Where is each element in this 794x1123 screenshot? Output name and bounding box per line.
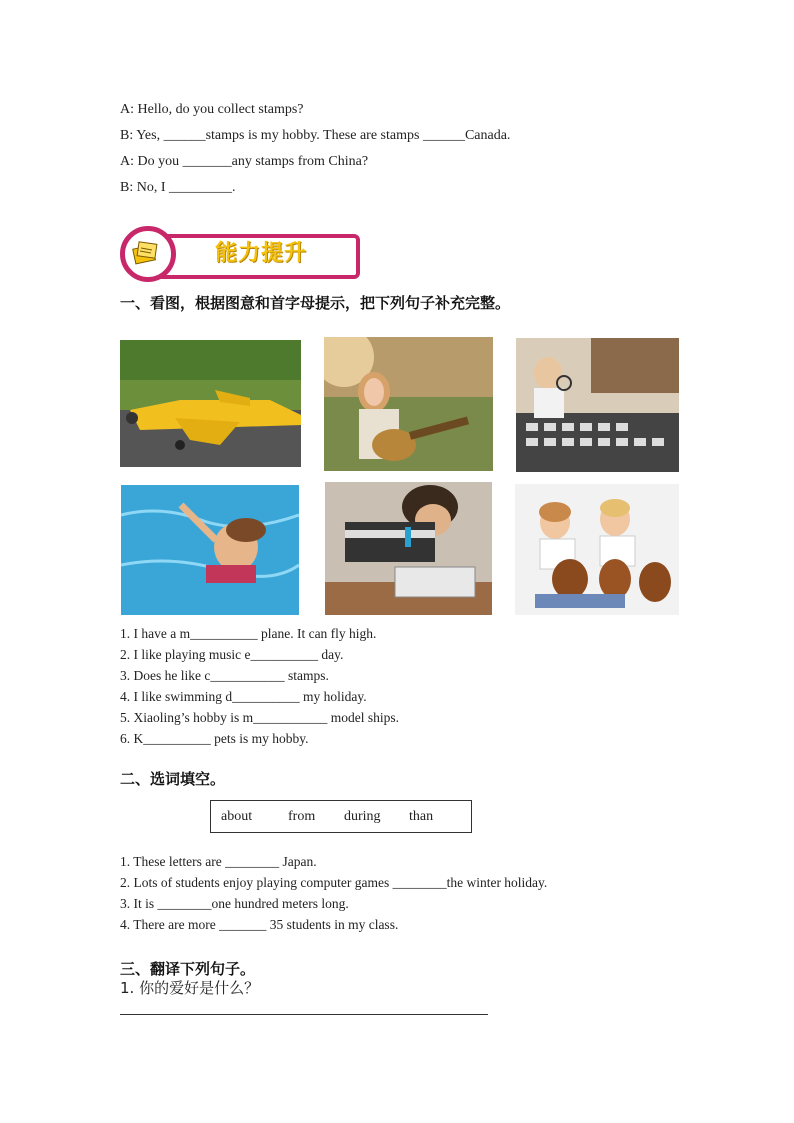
exercise2-sentence-2: 2. Lots of students enjoy playing computer games ________the winter holiday.: [120, 875, 548, 890]
boys-puppies-photo: [515, 484, 679, 615]
word-bank-box: [210, 800, 472, 833]
word-bank-item: from: [288, 809, 316, 824]
word-bank-item: about: [221, 809, 253, 824]
exercise2-sentence-4: 4. There are more _______ 35 students in my class.: [120, 917, 399, 932]
exercise2-sentence-3: 3. It is ________one hundred meters long.: [120, 896, 349, 911]
dialogue-line-4: B: No, I _________.: [120, 180, 236, 195]
section2-heading: 二、选词填空。: [120, 770, 226, 788]
boy-model-ship-photo: [325, 482, 492, 615]
exercise1-sentence-2: 2. I like playing music e__________ day.: [120, 647, 344, 662]
exercise1-sentence-6: 6. K__________ pets is my hobby.: [120, 731, 309, 746]
section-banner: [120, 226, 358, 282]
section3-heading: 三、翻译下列句子。: [120, 960, 256, 978]
exercise1-sentence-1: 1. I have a m__________ plane. It can fly high.: [120, 626, 377, 641]
dialogue-line-2: B: Yes, ______stamps is my hobby. These are stamps ______Canada.: [120, 128, 511, 143]
dialogue-line-3: A: Do you _______any stamps from China?: [120, 154, 369, 169]
banner-title: 能力提升: [215, 241, 308, 266]
exercise1-sentence-4: 4. I like swimming d__________ my holiday.: [120, 689, 367, 704]
translation-item-1: 1. 你的爱好是什么？: [120, 979, 260, 997]
girl-guitar-photo: [324, 337, 493, 471]
word-bank-item: than: [409, 809, 434, 824]
swimming-girl-photo: [121, 485, 299, 615]
books-icon: [132, 239, 160, 265]
model-plane-photo: [120, 340, 301, 467]
section1-heading: 一、看图，根据图意和首字母提示，把下列句子补充完整。: [120, 294, 511, 312]
word-bank-item: during: [344, 809, 381, 824]
exercise2-sentence-1: 1. These letters are ________ Japan.: [120, 854, 317, 869]
exercise1-sentence-5: 5. Xiaoling’s hobby is m___________ model ships.: [120, 710, 400, 725]
dialogue-line-1: A: Hello, do you collect stamps?: [120, 102, 304, 117]
answer-line[interactable]: [120, 1014, 488, 1015]
exercise1-sentence-3: 3. Does he like c___________ stamps.: [120, 668, 329, 683]
stamp-collector-photo: [516, 338, 679, 472]
